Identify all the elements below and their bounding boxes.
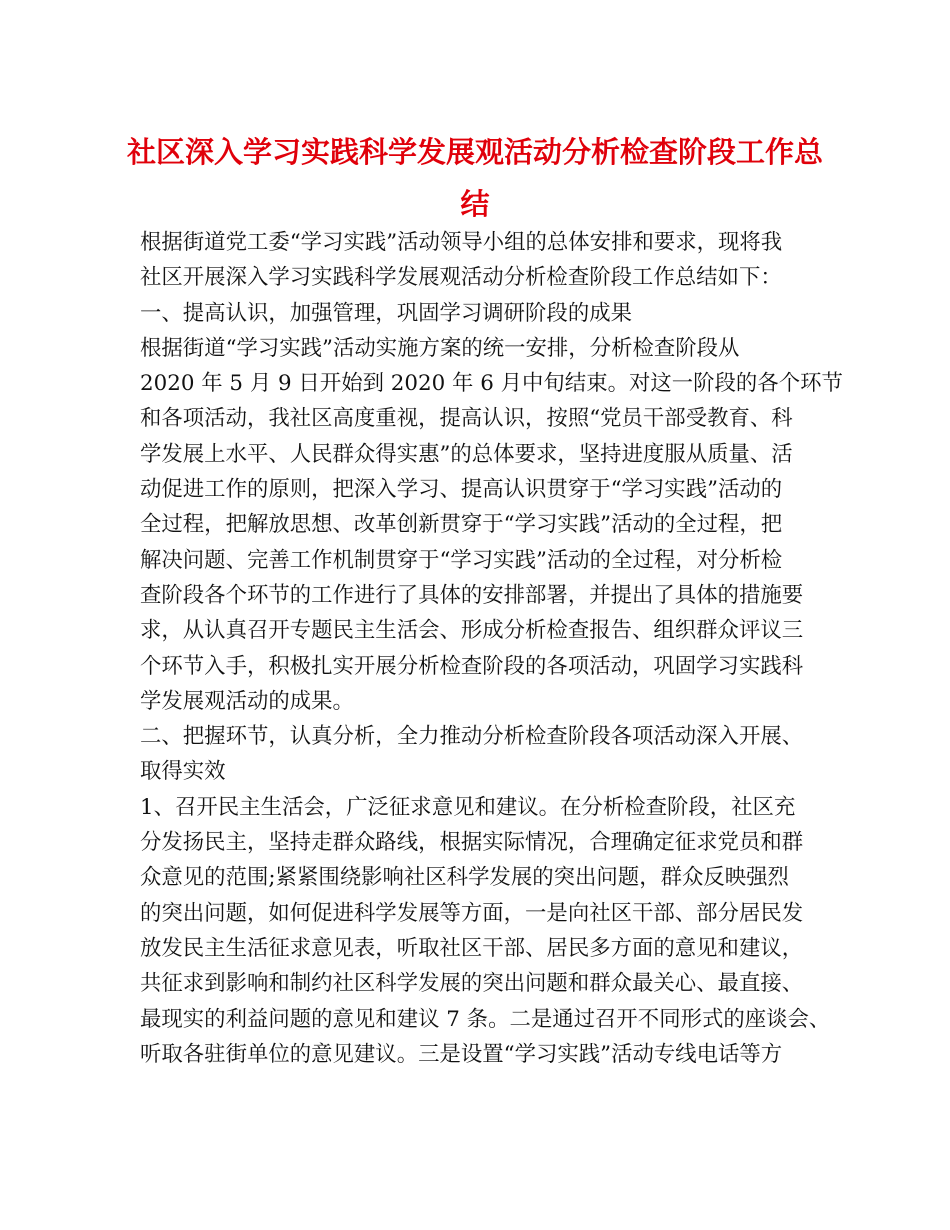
body-line: 的突出问题，如何促进科学发展等方面，一是向社区干部、部分居民发 xyxy=(140,900,804,926)
body-line: 听取各驻街单位的意见建议。三是设置“学习实践”活动专线电话等方 xyxy=(140,1041,783,1067)
section-heading: 取得实效 xyxy=(140,759,226,785)
body-line: 放发民主生活征求意见表，听取社区干部、居民多方面的意见和建议， xyxy=(140,935,804,961)
body-line: 全过程，把解放思想、改革创新贯穿于“学习实践”活动的全过程，把 xyxy=(140,512,783,538)
body-line: 求，从认真召开专题民主生活会、形成分析检查报告、组织群众评议三 xyxy=(140,618,804,644)
section-heading: 二、把握环节，认真分析，全力推动分析检查阶段各项活动深入开展、 xyxy=(140,724,804,750)
body-line: 学发展上水平、人民群众得实惠”的总体要求，坚持进度服从质量、活 xyxy=(140,441,793,467)
body-line: 解决问题、完善工作机制贯穿于“学习实践”活动的全过程，对分析检 xyxy=(140,547,783,573)
body-line: 2020 年 5 月 9 日开始到 2020 年 6 月中旬结束。对这一阶段的各个环节 xyxy=(140,371,843,397)
subsection-heading: 1、召开民主生活会，广泛征求意见和建议。在分析检查阶段，社区充 xyxy=(140,794,796,820)
body-line: 根据街道“学习实践”活动实施方案的统一安排，分析检查阶段从 xyxy=(140,335,740,361)
body-line: 分发扬民主，坚持走群众路线，根据实际情况，合理确定征求党员和群 xyxy=(140,830,804,856)
body-line: 学发展观活动的成果。 xyxy=(140,688,354,714)
body-line: 众意见的范围;紧紧围绕影响社区科学发展的突出问题，群众反映强烈 xyxy=(140,865,789,891)
body-line: 动促进工作的原则，把深入学习、提高认识贯穿于“学习实践”活动的 xyxy=(140,477,783,503)
title-line: 结 xyxy=(460,187,490,221)
body-line: 个环节入手，积极扎实开展分析检查阶段的各项活动，巩固学习实践科 xyxy=(140,653,804,679)
section-heading: 一、提高认识，加强管理，巩固学习调研阶段的成果 xyxy=(140,300,632,326)
body-line: 共征求到影响和制约社区科学发展的突出问题和群众最关心、最直接、 xyxy=(140,971,804,997)
body-line: 和各项活动，我社区高度重视，提高认识，按照“党员干部受教育、科 xyxy=(140,406,793,432)
body-line: 查阶段各个环节的工作进行了具体的安排部署，并提出了具体的措施要 xyxy=(140,582,804,608)
body-line: 最现实的利益问题的意见和建议 7 条。二是通过召开不同形式的座谈会、 xyxy=(140,1006,831,1032)
body-line: 社区开展深入学习实践科学发展观活动分析检查阶段工作总结如下： xyxy=(140,265,782,291)
document-title xyxy=(120,126,830,230)
document-body xyxy=(140,225,843,1072)
title-line: 社区深入学习实践科学发展观活动分析检查阶段工作总 xyxy=(126,135,823,169)
body-line: 根据街道党工委“学习实践”活动领导小组的总体安排和要求，现将我 xyxy=(140,230,783,255)
